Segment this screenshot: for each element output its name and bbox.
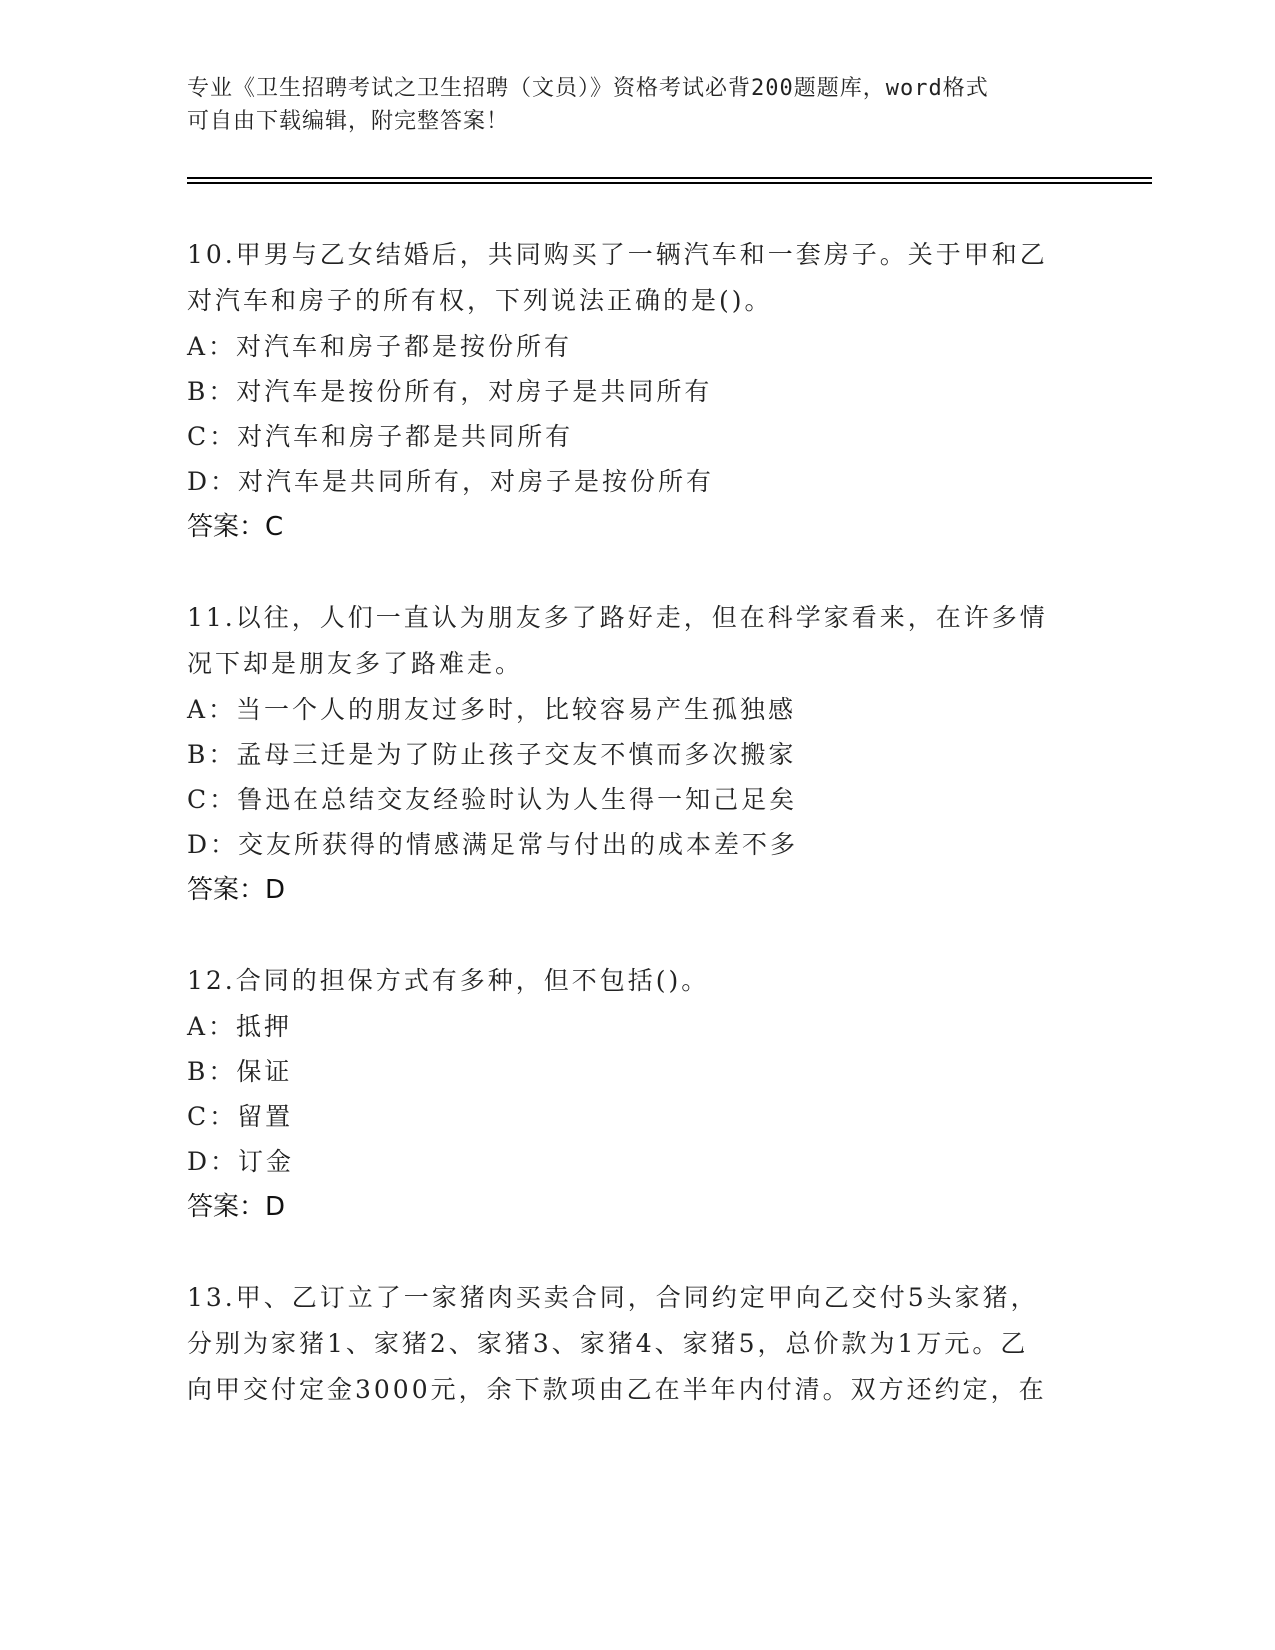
question-stem-line: 向甲交付定金3000元，余下款项由乙在半年内付清。双方还约定，在 <box>187 1375 1047 1404</box>
option-c: C：鲁迅在总结交友经验时认为人生得一知己足矣 <box>187 785 798 814</box>
header-line: 专业《卫生招聘考试之卫生招聘（文员）》资格考试必背200题题库，word格式 <box>187 76 989 101</box>
option-a: A：对汽车和房子都是按份所有 <box>187 332 573 361</box>
question-12 <box>187 958 1107 1230</box>
option-a: A：抵押 <box>187 1012 293 1041</box>
option-c: C：对汽车和房子都是共同所有 <box>187 422 574 451</box>
question-10 <box>187 232 1107 550</box>
answer-line: 答案：D <box>187 875 286 905</box>
question-13 <box>187 1275 1107 1413</box>
question-list <box>187 232 1107 1458</box>
option-b: B：保证 <box>187 1057 293 1086</box>
question-stem-line: 13.甲、乙订立了一家猪肉买卖合同，合同约定甲向乙交付5头家猪， <box>187 1283 1039 1312</box>
answer-line: 答案：D <box>187 1192 286 1222</box>
option-d: D：订金 <box>187 1147 295 1176</box>
question-stem-line: 12.合同的担保方式有多种，但不包括()。 <box>187 966 710 995</box>
header-line: 可自由下载编辑，附完整答案！ <box>187 109 510 134</box>
option-d: D：交友所获得的情感满足常与付出的成本差不多 <box>187 830 799 859</box>
option-b: B：对汽车是按份所有，对房子是共同所有 <box>187 377 713 406</box>
question-stem-line: 10.甲男与乙女结婚后，共同购买了一辆汽车和一套房子。关于甲和乙 <box>187 240 1048 269</box>
question-stem-line: 况下却是朋友多了路难走。 <box>187 649 524 678</box>
header-divider-bottom <box>187 182 1152 184</box>
question-stem-line: 对汽车和房子的所有权，下列说法正确的是()。 <box>187 286 773 315</box>
header-divider-top <box>187 177 1152 179</box>
document-header <box>187 72 1067 138</box>
option-a: A：当一个人的朋友过多时，比较容易产生孤独感 <box>187 695 797 724</box>
option-d: D：对汽车是共同所有，对房子是按份所有 <box>187 467 715 496</box>
question-stem-line: 分别为家猪1、家猪2、家猪3、家猪4、家猪5，总价款为1万元。乙 <box>187 1329 1029 1358</box>
question-11 <box>187 595 1107 913</box>
option-b: B：孟母三迁是为了防止孩子交友不慎而多次搬家 <box>187 740 797 769</box>
answer-line: 答案：C <box>187 512 284 542</box>
question-stem-line: 11.以往，人们一直认为朋友多了路好走，但在科学家看来，在许多情 <box>187 603 1048 632</box>
option-c: C：留置 <box>187 1102 294 1131</box>
